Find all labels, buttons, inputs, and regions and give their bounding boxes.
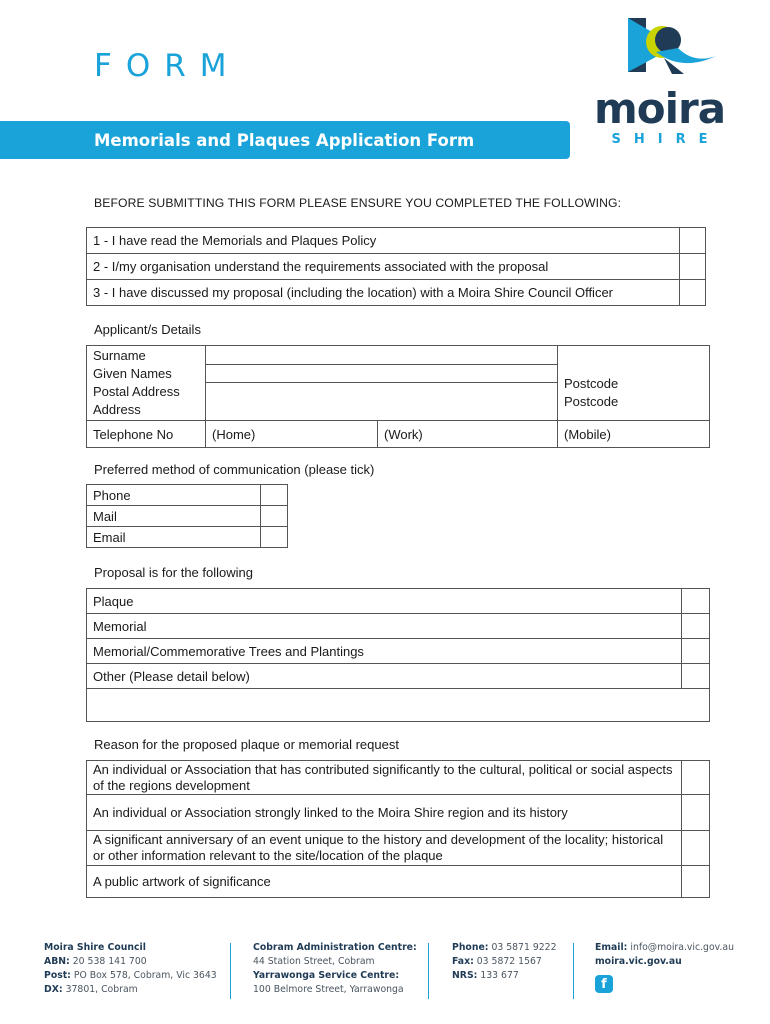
postal-address-field[interactable] (206, 383, 557, 401)
table-row (87, 614, 710, 639)
form-heading: FORM (94, 48, 241, 84)
nrs-label: NRS: (452, 970, 478, 981)
table-row (87, 664, 710, 689)
yarrawonga-label: Yarrawonga Service Centre: (253, 970, 400, 981)
proposal-option: Other (Please detail below) (87, 664, 682, 689)
yarrawonga-address: 100 Belmore Street, Yarrawonga (253, 984, 404, 995)
mail-checkbox[interactable] (261, 506, 288, 527)
footer-council-column (44, 941, 217, 997)
reason-option: An individual or Association strongly linked to the Moira Shire region and its history (87, 795, 682, 831)
post-value: PO Box 578, Cobram, Vic 3643 (73, 970, 217, 981)
phone-value: 03 5871 9222 (491, 942, 557, 953)
applicant-input-area[interactable] (206, 346, 558, 421)
applicant-labels (87, 346, 206, 421)
abn-label: ABN: (44, 956, 70, 967)
memorial-checkbox[interactable] (682, 614, 710, 639)
reason-checkbox[interactable] (682, 795, 710, 831)
other-checkbox[interactable] (682, 664, 710, 689)
cobram-label: Cobram Administration Centre: (253, 942, 417, 953)
nrs-value: 133 677 (480, 970, 519, 981)
proposal-option: Memorial/Commemorative Trees and Plantings (87, 639, 682, 664)
table-row (87, 485, 288, 506)
table-row (87, 527, 288, 548)
table-row (87, 421, 710, 448)
reason-checkbox[interactable] (682, 831, 710, 866)
given-names-label: Given Names (93, 366, 172, 381)
instruction-text: BEFORE SUBMITTING THIS FORM PLEASE ENSURE YOU COMPLETED THE FOLLOWING: (94, 196, 622, 210)
email-link[interactable]: info@moira.vic.gov.au (630, 942, 734, 953)
other-detail-field[interactable] (87, 689, 710, 722)
phone-label: Phone: (452, 942, 489, 953)
footer-divider (230, 943, 231, 999)
phone-home-field[interactable]: (Home) (206, 421, 378, 448)
footer-centres-column (253, 941, 417, 997)
checklist-checkbox[interactable] (680, 280, 706, 306)
email-label: Email: (595, 942, 628, 953)
bird-logo-icon (594, 12, 724, 84)
footer-contact-column (452, 941, 557, 983)
phone-checkbox[interactable] (261, 485, 288, 506)
email-checkbox[interactable] (261, 527, 288, 548)
checklist-item: 2 - I/my organisation understand the requirements associated with the proposal (87, 254, 680, 280)
reason-checkbox[interactable] (682, 761, 710, 795)
checklist-item: 3 - I have discussed my proposal (including the location) with a Moira Shire Council Officer (87, 280, 680, 306)
reason-table (86, 760, 710, 898)
table-row (87, 280, 706, 306)
table-row (87, 506, 288, 527)
postal-address-label: Postal Address (93, 384, 180, 399)
website-link[interactable]: moira.vic.gov.au (595, 956, 682, 967)
address-label: Address (93, 402, 141, 417)
checklist-checkbox[interactable] (680, 228, 706, 254)
table-row (87, 254, 706, 280)
post-label: Post: (44, 970, 71, 981)
title-banner (0, 121, 570, 159)
proposal-option: Memorial (87, 614, 682, 639)
plaque-checkbox[interactable] (682, 589, 710, 614)
preferred-table (86, 484, 288, 548)
postcode-cell[interactable] (558, 346, 710, 421)
surname-field[interactable] (206, 347, 557, 365)
footer-divider (573, 943, 574, 999)
table-row (87, 689, 710, 722)
telephone-label: Telephone No (87, 421, 206, 448)
postcode-label: Postcode (564, 375, 619, 391)
reason-heading: Reason for the proposed plaque or memorial request (94, 737, 399, 752)
applicant-heading: Applicant/s Details (94, 322, 201, 337)
preferred-option: Mail (87, 506, 261, 527)
checklist-item: 1 - I have read the Memorials and Plaques Policy (87, 228, 680, 254)
footer-web-column (595, 941, 734, 993)
table-row (87, 866, 710, 898)
council-name: Moira Shire Council (44, 942, 146, 953)
preferred-option: Email (87, 527, 261, 548)
given-names-field[interactable] (206, 365, 557, 383)
postcode-label: Postcode (564, 393, 619, 409)
preferred-heading: Preferred method of communication (please tick) (94, 462, 375, 477)
proposal-table (86, 588, 710, 722)
table-row (87, 228, 706, 254)
reason-option: A public artwork of significance (87, 866, 682, 898)
abn-value: 20 538 141 700 (72, 956, 147, 967)
checklist-checkbox[interactable] (680, 254, 706, 280)
moira-shire-logo (594, 12, 724, 152)
phone-mobile-field[interactable]: (Mobile) (558, 421, 710, 448)
table-row (87, 639, 710, 664)
table-row (87, 795, 710, 831)
table-row (87, 589, 710, 614)
fax-value: 03 5872 1567 (476, 956, 542, 967)
dx-value: 37801, Cobram (65, 984, 138, 995)
table-row (87, 761, 710, 795)
logo-shire-text: SHIRE (611, 132, 721, 147)
table-row (87, 831, 710, 866)
trees-checkbox[interactable] (682, 639, 710, 664)
cobram-address: 44 Station Street, Cobram (253, 956, 375, 967)
page-title: Memorials and Plaques Application Form (94, 131, 475, 150)
phone-work-field[interactable]: (Work) (378, 421, 558, 448)
proposal-heading: Proposal is for the following (94, 565, 253, 580)
applicant-table (86, 345, 710, 448)
facebook-icon[interactable]: f (595, 975, 613, 993)
checklist-table (86, 227, 706, 306)
reason-option: A significant anniversary of an event unique to the history and development of the locality; historical or other information relevant to the site/location of the plaque (87, 831, 682, 866)
footer-divider (428, 943, 429, 999)
proposal-option: Plaque (87, 589, 682, 614)
fax-label: Fax: (452, 956, 474, 967)
dx-label: DX: (44, 984, 63, 995)
logo-wordmark: moira (594, 84, 726, 133)
preferred-option: Phone (87, 485, 261, 506)
table-row (87, 346, 710, 421)
address-field[interactable] (206, 401, 557, 419)
reason-checkbox[interactable] (682, 866, 710, 898)
reason-option: An individual or Association that has contributed significantly to the cultural, political or social aspects of the regions development (87, 761, 682, 795)
surname-label: Surname (93, 348, 146, 363)
